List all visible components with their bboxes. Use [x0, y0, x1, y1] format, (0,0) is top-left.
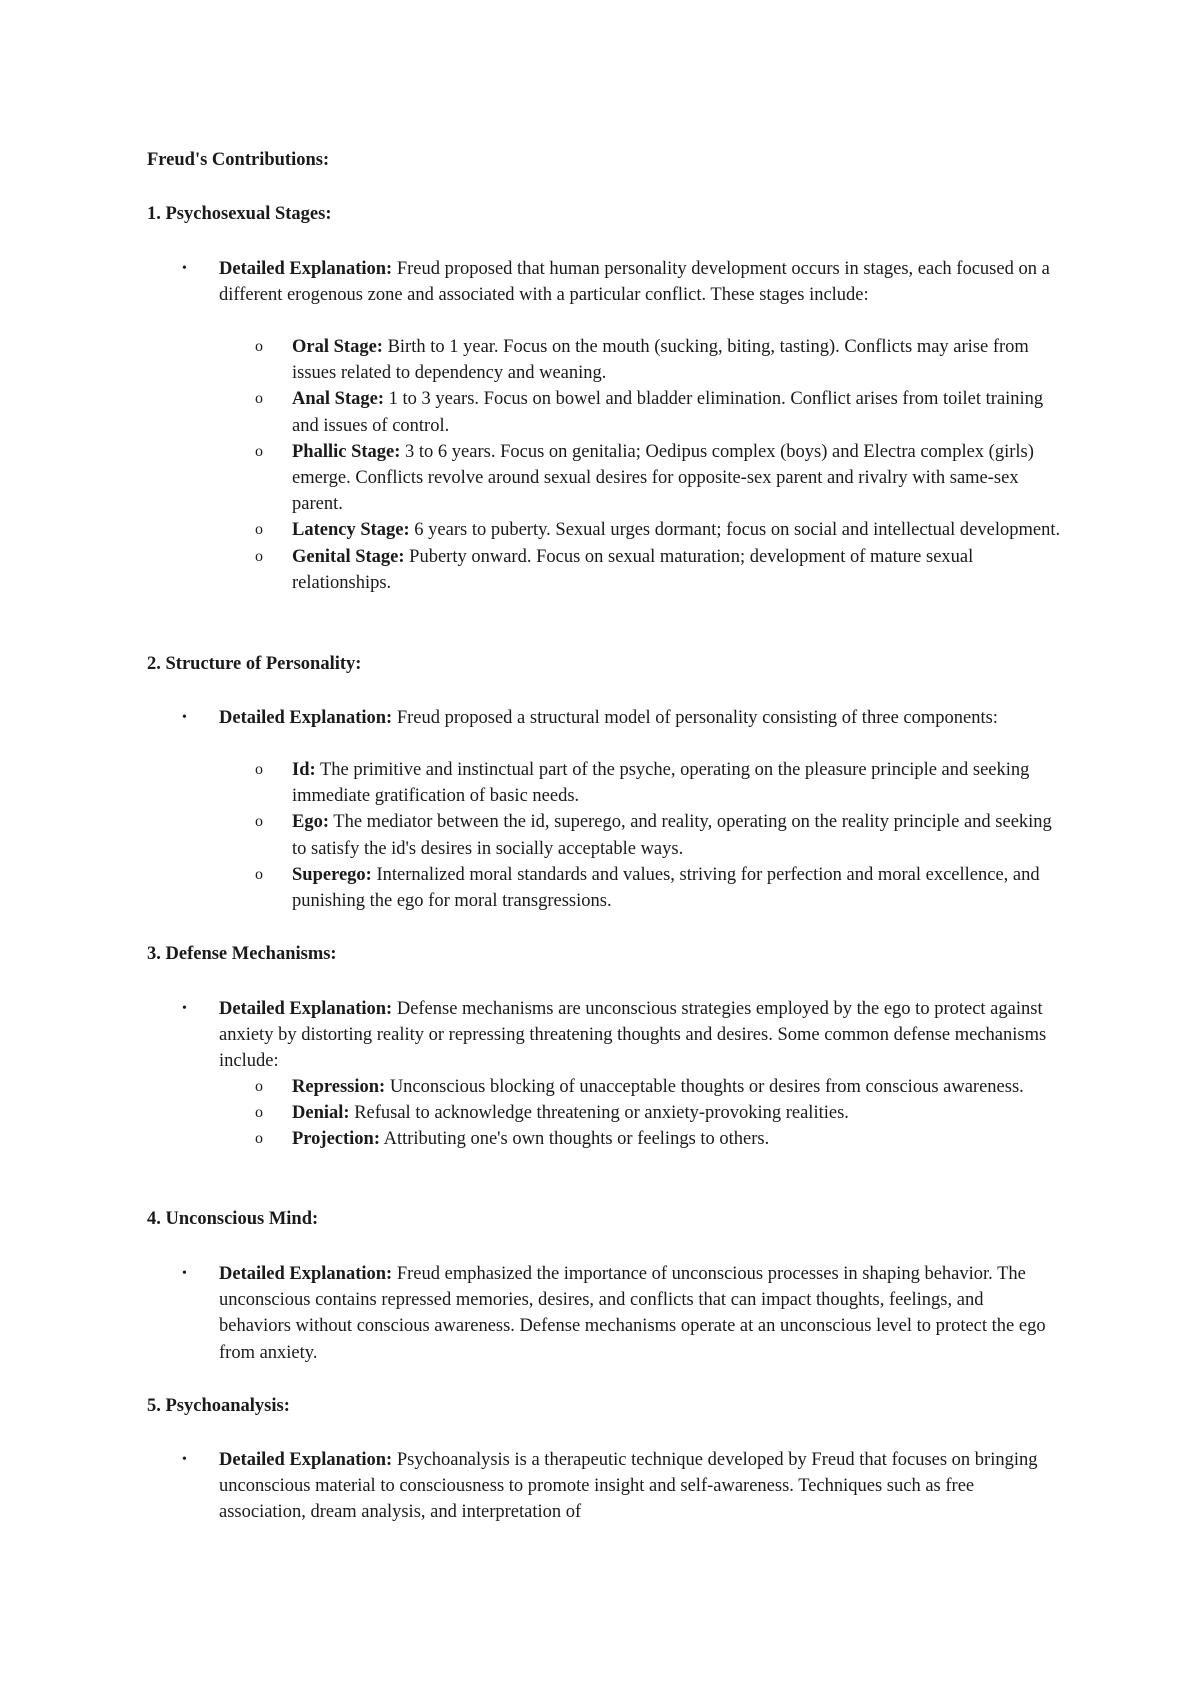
item-text: The primitive and instinctual part of the psyche, operating on the pleasure principle and seeking immediate gratification of basic needs. — [292, 760, 1030, 807]
bullet-label: Detailed Explanation: — [219, 1264, 393, 1284]
section-heading-psychosexual-stages: 1. Psychosexual Stages: — [147, 204, 332, 224]
bullet-text: Freud emphasized the importance of unconscious processes in shaping behavior. The unconscious contains repressed memories, desires, and conflicts that can impact thoughts, feelings, and behaviors without conscious awareness. Defense mechanisms operate at an unconscious level to protect the ego from anxiety. — [219, 1264, 1046, 1363]
item-label: Projection: — [292, 1129, 381, 1150]
bullet-marker: • — [182, 1001, 187, 1016]
sub-marker: o — [255, 1104, 263, 1122]
bullet-detailed-explanation — [182, 705, 1059, 731]
list-item-genital-stage — [255, 544, 1062, 596]
item-label: Anal Stage: — [292, 389, 384, 410]
list-item-latency-stage — [255, 517, 1062, 543]
item-label: Superego: — [292, 864, 372, 885]
list-item-anal-stage — [255, 386, 1062, 438]
list-item-ego — [255, 809, 1062, 861]
bullet-text: Freud proposed a structural model of personality consisting of three components: — [392, 708, 998, 728]
list-item-repression — [255, 1074, 1062, 1100]
sub-marker: o — [255, 865, 263, 883]
sub-marker: o — [255, 761, 263, 778]
bullet-marker: • — [182, 261, 187, 276]
item-label: Repression: — [292, 1077, 386, 1097]
sub-list-personality — [255, 757, 1062, 914]
sub-marker: o — [255, 390, 263, 408]
item-label: Ego: — [292, 812, 329, 833]
list-item-projection — [255, 1126, 1062, 1152]
list-item-id — [255, 757, 1062, 809]
item-label: Oral Stage: — [292, 337, 383, 357]
sub-marker: o — [255, 338, 263, 355]
bullet-detailed-explanation — [182, 1447, 1059, 1526]
sub-list-stages — [255, 334, 1062, 596]
list-item-denial — [255, 1100, 1062, 1126]
bullet-label: Detailed Explanation: — [219, 1450, 393, 1470]
bullet-label: Detailed Explanation: — [219, 259, 393, 279]
bullet-text: Freud proposed that human personality development occurs in stages, each focused on a different erogenous zone and associated with a particular conflict. These stages include: — [219, 259, 1050, 306]
bullet-detailed-explanation — [182, 256, 1059, 308]
bullet-label: Detailed Explanation: — [219, 708, 393, 728]
item-text: Birth to 1 year. Focus on the mouth (sucking, biting, tasting). Conflicts may arise from issues related to dependency and weaning. — [292, 337, 1029, 384]
section-heading-defense-mechanisms: 3. Defense Mechanisms: — [147, 944, 337, 964]
item-label: Denial: — [292, 1103, 350, 1124]
item-label: Latency Stage: — [292, 520, 410, 541]
document-title: Freud's Contributions: — [147, 150, 330, 170]
bullet-marker: • — [182, 1266, 187, 1281]
bullet-detailed-explanation — [182, 996, 1059, 1075]
item-label: Id: — [292, 760, 316, 780]
sub-marker: o — [255, 547, 263, 565]
bullet-label: Detailed Explanation: — [219, 999, 393, 1019]
item-text: Refusal to acknowledge threatening or anxiety-provoking realities. — [349, 1103, 849, 1124]
item-label: Phallic Stage: — [292, 441, 401, 462]
sub-marker: o — [255, 521, 263, 539]
section-heading-psychoanalysis: 5. Psychoanalysis: — [147, 1396, 290, 1416]
sub-marker: o — [255, 442, 263, 460]
sub-marker: o — [255, 1130, 263, 1148]
item-text: 3 to 6 years. Focus on genitalia; Oedipus complex (boys) and Electra complex (girls) emerge. Conflicts revolve around sexual desires for opposite-sex parent and rivalry with same-sex parent. — [292, 441, 1034, 515]
bullet-text: Psychoanalysis is a therapeutic technique developed by Freud that focuses on bringing unconscious material to consciousness to promote insight and self-awareness. Techniques such as free association, dream analysis, and interpretation of — [219, 1450, 1038, 1523]
item-text: 6 years to puberty. Sexual urges dormant; focus on social and intellectual development. — [409, 520, 1061, 541]
bullet-marker: • — [182, 1452, 187, 1467]
section-heading-unconscious-mind: 4. Unconscious Mind: — [147, 1209, 319, 1229]
item-text: Puberty onward. Focus on sexual maturation; development of mature sexual relationships. — [292, 546, 974, 593]
item-label: Genital Stage: — [292, 546, 405, 567]
sub-marker: o — [255, 1078, 263, 1095]
item-text: Internalized moral standards and values, striving for perfection and moral excellence, and punishing the ego for moral transgressions. — [292, 864, 1040, 912]
list-item-oral-stage — [255, 334, 1062, 386]
item-text: 1 to 3 years. Focus on bowel and bladder elimination. Conflict arises from toilet training and issues of control. — [292, 389, 1044, 436]
sub-list-defense — [255, 1074, 1062, 1153]
item-text: The mediator between the id, superego, and reality, operating on the reality principle and seeking to satisfy the id's desires in socially acceptable ways. — [292, 812, 1052, 859]
section-heading-structure-of-personality: 2. Structure of Personality: — [147, 654, 362, 674]
list-item-phallic-stage — [255, 439, 1062, 518]
item-text: Attributing one's own thoughts or feelings to others. — [380, 1129, 770, 1150]
bullet-marker: • — [182, 710, 187, 725]
item-text: Unconscious blocking of unacceptable thoughts or desires from conscious awareness. — [385, 1077, 1024, 1097]
sub-marker: o — [255, 813, 263, 831]
bullet-detailed-explanation — [182, 1261, 1059, 1366]
list-item-superego — [255, 862, 1062, 914]
bullet-text: Defense mechanisms are unconscious strategies employed by the ego to protect against anxiety by distorting reality or repressing threatening thoughts and desires. Some common defense mechanisms include: — [219, 999, 1047, 1072]
